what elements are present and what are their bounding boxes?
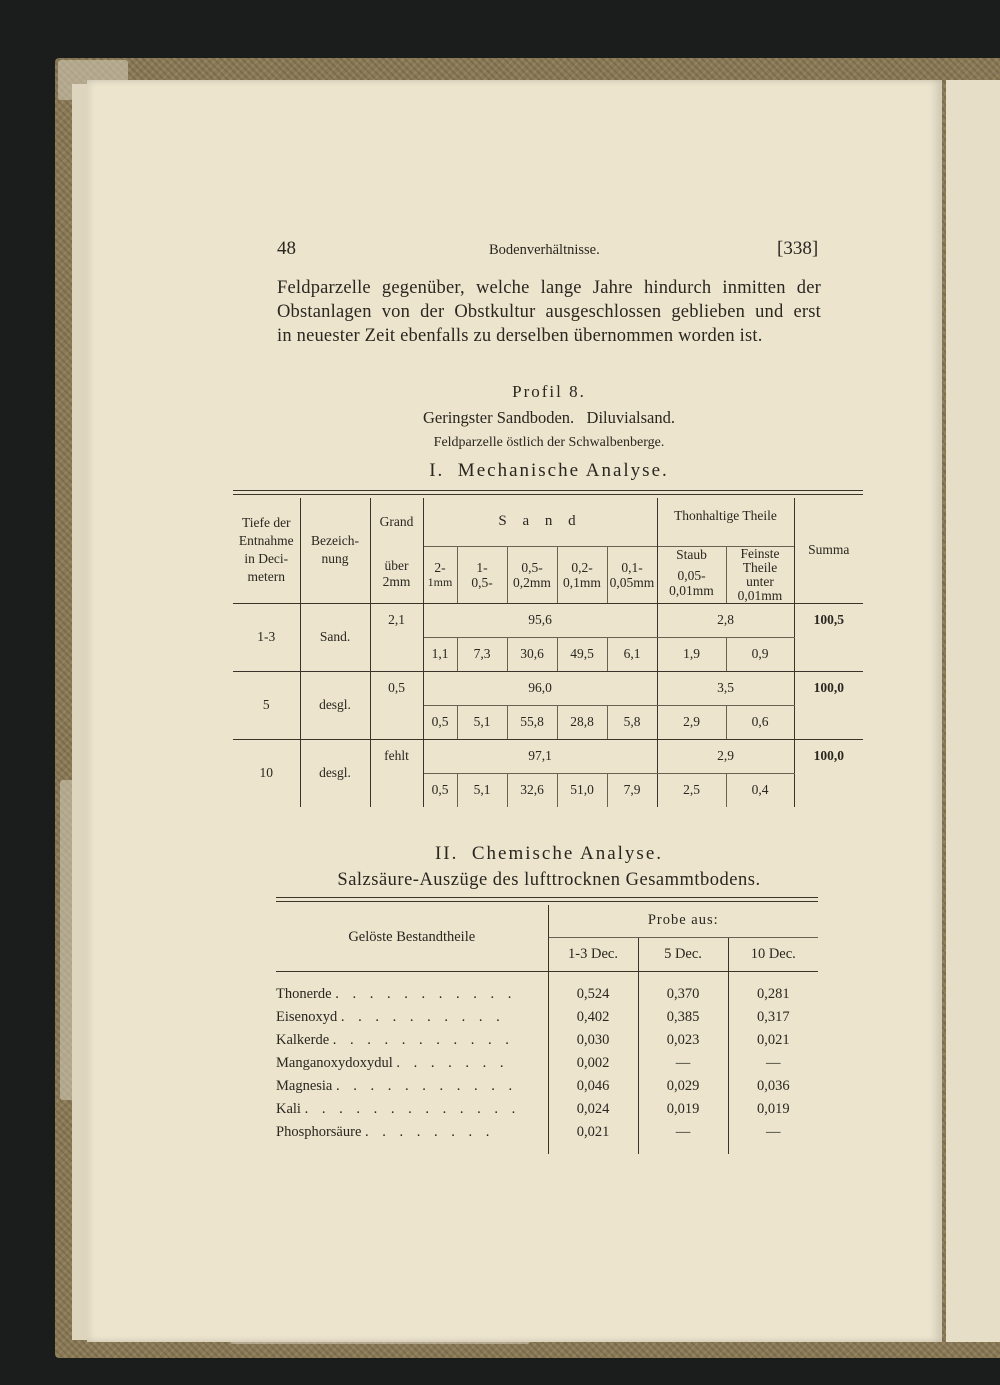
row-label [276,983,548,1006]
cell-sand-fraction: 6,1 [607,637,657,671]
row-value: 0,524 [548,983,638,1006]
table-row [276,1006,818,1029]
header-text: Theile [742,559,778,575]
cell-grand: 2,1 [370,603,423,671]
section1-title: I. Mechanische Analyse. [429,460,669,481]
cell-sand-fraction: 30,6 [507,637,557,671]
cell-thon-total: 2,9 [657,739,794,773]
row-label [276,1006,548,1029]
cell-bezeichnung: Sand. [300,603,370,671]
row-value: 0,317 [756,1009,790,1025]
cell-sand-fraction: 49,5 [557,637,607,671]
cell-sand-fraction: 55,8 [507,705,557,739]
leader-dots: . . . . . . . . . . . . . [304,1101,521,1117]
row-name: Phosphorsäure [276,1124,362,1140]
row-value: 0,046 [548,1075,638,1098]
header-sand-fraction [557,546,607,603]
header-staub [657,546,726,603]
header-summa: Summa [794,498,863,603]
facing-page [946,80,1000,1342]
row-name: Magnesia [276,1078,333,1094]
row-value: 0,402 [548,1006,638,1029]
row-label [276,1029,548,1052]
row-value: 0,019 [638,1098,728,1121]
row-label [276,1075,548,1098]
header-text: in Deci- [244,551,289,567]
header-grand: Grand [370,498,423,546]
row-value: 0,024 [548,1098,638,1121]
row-value: 0,023 [638,1029,728,1052]
header-text: 0,1mm [563,574,601,590]
row-value: 0,019 [756,1101,790,1117]
cell-bezeichnung: desgl. [300,671,370,739]
header-text: 0,05- [677,567,706,583]
row-label [276,1121,548,1144]
header-text: Bezeich- [311,533,359,549]
row-value: — [638,1121,728,1144]
cell-bezeichnung: desgl. [300,739,370,807]
cell-tiefe: 5 [233,671,300,739]
cell-sand-fraction: 51,0 [557,773,607,807]
table-row [276,1075,818,1098]
cell-tiefe: 1-3 [233,603,300,671]
header-text: metern [247,569,285,585]
intro-line: in neuester Zeit ebenfalls zu derselben übernommen worden ist. [277,326,763,346]
header-text: 0,01mm [669,582,714,598]
cell-feinste: 0,6 [726,705,794,739]
cell-staub: 1,9 [657,637,726,671]
cell-grand: fehlt [370,739,423,807]
header-probe: Probe aus: [548,905,818,937]
leader-dots: . . . . . . . [396,1055,509,1071]
row-name: Kalkerde [276,1032,330,1048]
row-value: — [638,1052,728,1075]
cell-sand-total: 95,6 [423,603,657,637]
header-text: 0,01mm [737,587,783,603]
row-name: Thonerde [276,986,332,1002]
row-value: 0,385 [638,1006,728,1029]
rule [276,897,818,898]
header-bestandtheile: Gelöste Bestandtheile [276,905,548,971]
profile-location: Feldparzelle östlich der Schwalbenberge. [433,435,665,450]
leader-dots: . . . . . . . . [365,1124,495,1140]
header-tiefe [233,498,300,603]
cell-sand-total: 96,0 [423,671,657,705]
row-value: — [766,1055,781,1071]
header-feinste [726,546,794,603]
header-col: 1-3 Dec. [548,937,638,971]
intro-line: Obstanlagen von der Obstkultur ausgeschlossen geblieben und erst [277,302,821,322]
cell-sand-fraction: 0,5 [431,782,449,798]
header-text: 1- [476,559,488,575]
cell-feinste: 0,9 [726,637,794,671]
cell-sand-total: 97,1 [423,739,657,773]
header-text: 0,2mm [513,574,551,590]
header-sand-fraction [457,546,507,603]
header-grand-sub [370,546,423,603]
cell-sand-fraction: 1,1 [423,637,457,671]
section2-subtitle: Salzsäure-Auszüge des lufttrocknen Gesammtbodens. [337,870,761,890]
cell-sand-fraction: 7,3 [457,637,507,671]
leader-dots: . . . . . . . . . . . [335,986,517,1002]
header-text: 0,05mm [609,574,655,590]
leader-dots: . . . . . . . . . . . [336,1078,518,1094]
header-text: Tiefe der [241,515,291,531]
rule [276,901,818,902]
row-label [276,1052,548,1075]
header-text: Feinste [740,545,780,561]
page-number: 48 [277,238,296,259]
header-text: nung [321,551,349,567]
cell-thon-total: 3,5 [657,671,794,705]
cell-summa: 100,0 [794,671,863,739]
row-value: 0,370 [638,983,728,1006]
profile-subtitle: Geringster Sandboden. Diluvialsand. [422,408,676,427]
row-value: 0,029 [638,1075,728,1098]
table-row [276,1098,818,1121]
cell-grand: 0,5 [370,671,423,739]
row-value: 0,021 [548,1121,638,1144]
header-text: Staub [676,546,707,562]
row-name: Kali [276,1101,301,1117]
header-text: Entnahme [238,533,294,549]
rule [233,490,863,491]
cell-sand-fraction: 28,8 [557,705,607,739]
running-title: Bodenverhältnisse. [489,242,600,258]
table-row [276,983,818,1006]
header-col: 10 Dec. [728,937,818,971]
header-text: 0,2- [571,559,593,575]
header-sand-fraction [423,546,457,603]
cell-sand-fraction: 0,5 [423,705,457,739]
row-label [276,1098,548,1121]
header-text: 2- [434,559,446,575]
leader-dots: . . . . . . . . . . . [332,1032,514,1048]
profile-title: Profil 8. [512,382,586,401]
cell-feinste: 0,4 [726,773,794,807]
header-thon: Thonhaltige Theile [657,498,794,546]
cell-staub: 2,9 [657,705,726,739]
mechanical-analysis-table [233,498,863,807]
cell-tiefe: 10 [233,739,300,807]
cell-sand-fraction: 5,1 [457,705,507,739]
header-text: 2mm [382,574,411,590]
cell-thon-total: 2,8 [657,603,794,637]
header-text: 1mm [427,574,453,589]
header-bezeichnung [300,498,370,603]
row-value: 0,002 [548,1052,638,1075]
table-row [276,1029,818,1052]
row-value: 0,021 [756,1032,790,1048]
cell-sand-fraction: 7,9 [607,773,657,807]
cell-sand-fraction: 32,6 [507,773,557,807]
cell-sand-fraction: 5,8 [607,705,657,739]
header-text: 0,5- [521,559,543,575]
cell-summa: 100,0 [813,747,844,763]
header-sand-fraction [507,546,557,603]
row-name: Manganoxydoxydul [276,1055,393,1071]
chemical-analysis-table [276,905,818,1154]
row-value: 0,030 [548,1029,638,1052]
table-row [276,1121,818,1144]
header-text: unter [746,573,774,589]
header-text: 0,5- [471,574,493,590]
section2-title: II. Chemische Analyse. [434,843,664,864]
rule [233,494,863,495]
table-row [276,1052,818,1075]
cell-staub: 2,5 [683,782,700,798]
cell-summa: 100,5 [794,603,863,671]
intro-line: Feldparzelle gegenüber, welche lange Jahre hindurch inmitten der [277,278,821,298]
header-col: 5 Dec. [638,937,728,971]
row-value: — [766,1124,781,1140]
row-name: Eisenoxyd [276,1009,338,1025]
row-value: 0,281 [756,986,790,1002]
header-text: über [384,558,409,574]
row-value: 0,036 [756,1078,790,1094]
bracket-number: [338] [777,238,819,259]
header-sand-fraction [607,546,657,603]
header-sand: S a n d [423,498,657,546]
header-text: 0,1- [621,559,643,575]
cell-sand-fraction: 5,1 [457,773,507,807]
leader-dots: . . . . . . . . . . [340,1009,505,1025]
